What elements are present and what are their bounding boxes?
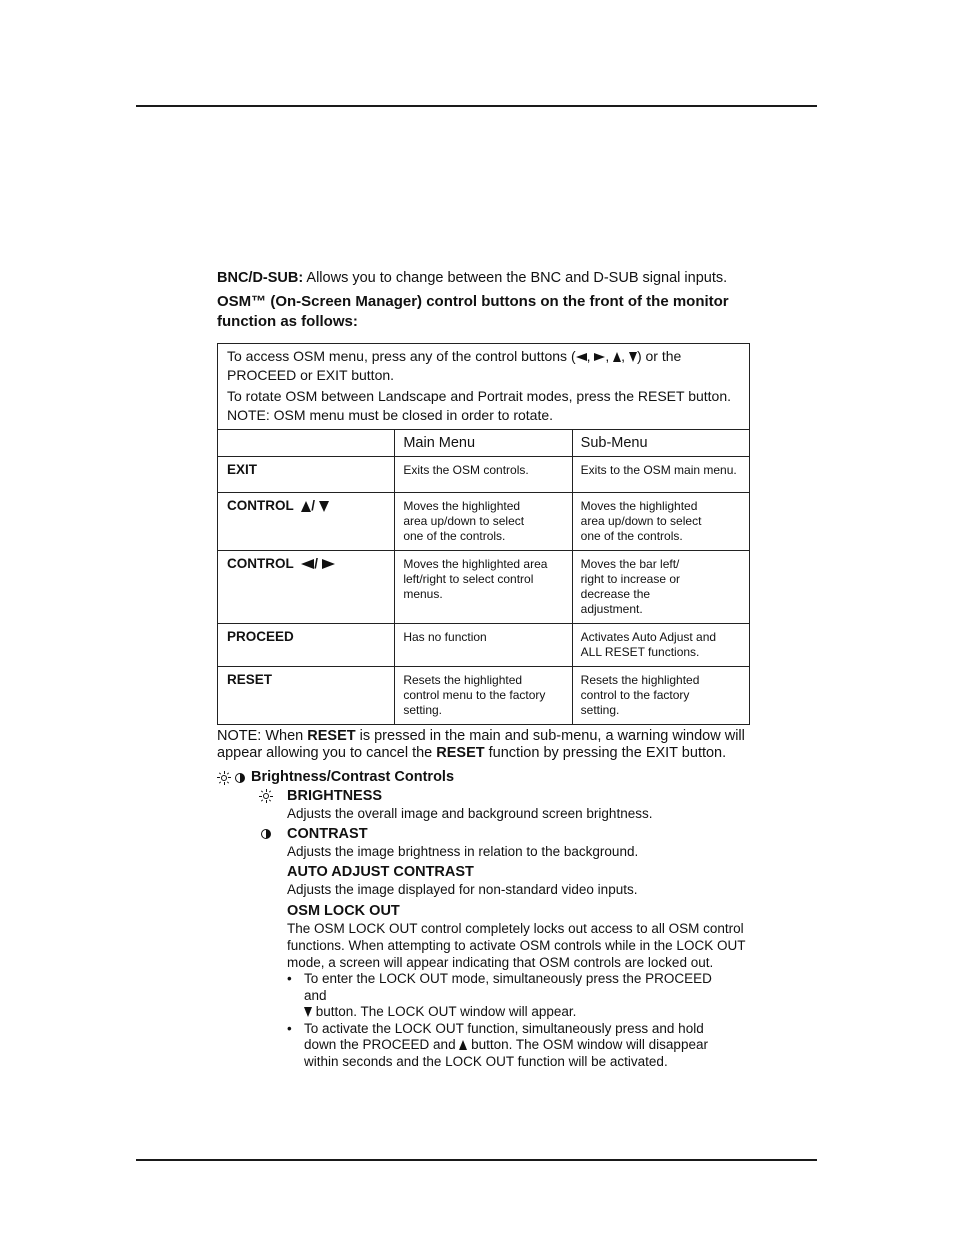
row-label-control-leftright: CONTROL / — [218, 551, 395, 624]
up-arrow-icon — [613, 352, 621, 362]
contrast-icon — [235, 773, 245, 783]
row-sub-desc: Resets the highlighted control to the factory setting. — [572, 667, 749, 725]
list-item — [287, 787, 750, 822]
table-row — [218, 667, 750, 725]
row-sub-desc: Activates Auto Adjust and ALL RESET functions. — [572, 624, 749, 667]
list-item: • To activate the LOCK OUT function, simultaneously press and hold down the PROCEED and button. The OSM window will disappear within seconds and the LOCK OUT function will be activated. — [287, 1021, 737, 1071]
row-label-reset: RESET — [218, 667, 395, 725]
intro-line-1: To access OSM menu, press any of the control buttons ( , , , ) or the PROCEED or EXIT button. — [227, 348, 682, 383]
row-main-desc: Exits the OSM controls. — [395, 457, 572, 493]
bnc-text: Allows you to change between the BNC and D-SUB signal inputs. — [303, 270, 728, 286]
right-arrow-icon — [594, 353, 605, 361]
osm-lock-out-title: OSM LOCK OUT — [287, 903, 400, 919]
table-row — [218, 624, 750, 667]
left-arrow-icon — [576, 353, 587, 361]
row-main-desc: Resets the highlighted control menu to the factory setting. — [395, 667, 572, 725]
reset-note: NOTE: When RESET is pressed in the main and sub-menu, a warning window will appear allowing you to cancel the RESET function by pressing the EXIT button. — [217, 728, 745, 761]
up-arrow-icon — [301, 501, 311, 512]
left-arrow-icon — [301, 559, 314, 569]
page-content — [217, 268, 750, 1070]
top-rule — [136, 105, 817, 107]
contrast-desc: Adjusts the image brightness in relation to the background. — [287, 844, 639, 859]
table-row — [218, 493, 750, 551]
header-sub-menu: Sub-Menu — [572, 430, 749, 457]
list-item — [287, 825, 750, 860]
bottom-rule — [136, 1159, 817, 1161]
row-main-desc: Moves the highlighted area up/down to select one of the controls. — [395, 493, 572, 551]
osm-lock-out-desc: The OSM LOCK OUT control completely locks out access to all OSM control functions. When attempting to activate OSM controls while in the LOCK OUT mode, a screen will appear indicating that OSM controls are locked out. — [287, 921, 746, 970]
table-intro — [218, 344, 750, 430]
auto-adjust-contrast-title: AUTO ADJUST CONTRAST — [287, 864, 474, 880]
header-blank — [218, 430, 395, 457]
lock-out-bullets — [287, 971, 737, 1070]
osm-heading: OSM™ (On-Screen Manager) control buttons on the front of the monitor function as follows: — [217, 293, 729, 330]
table-row — [218, 551, 750, 624]
row-sub-desc: Moves the highlighted area up/down to select one of the controls. — [572, 493, 749, 551]
list-item: • To enter the LOCK OUT mode, simultaneously press the PROCEED and button. The LOCK OUT window will appear. — [287, 971, 737, 1021]
sun-icon — [217, 771, 231, 785]
right-arrow-icon — [322, 559, 335, 569]
list-item — [287, 902, 750, 1070]
brightness-contrast-list — [287, 787, 750, 1070]
row-sub-desc: Moves the bar left/ right to increase or decrease the adjustment. — [572, 551, 749, 624]
header-main-menu: Main Menu — [395, 430, 572, 457]
row-label-control-updown: CONTROL / — [218, 493, 395, 551]
auto-adjust-contrast-desc: Adjusts the image displayed for non-standard video inputs. — [287, 882, 638, 897]
brightness-title: BRIGHTNESS — [287, 788, 383, 804]
row-main-desc: Moves the highlighted area left/right to select control menus. — [395, 551, 572, 624]
down-arrow-icon — [319, 501, 329, 512]
row-main-desc: Has no function — [395, 624, 572, 667]
down-arrow-icon — [629, 352, 637, 362]
intro-line-2: To rotate OSM between Landscape and Portrait modes, press the RESET button. — [227, 388, 732, 404]
intro-line-3: NOTE: OSM menu must be closed in order to rotate. — [227, 407, 554, 423]
section-title-text: Brightness/Contrast Controls — [251, 769, 455, 785]
list-item — [287, 863, 750, 898]
contrast-icon — [261, 829, 271, 839]
bnc-label: BNC/D-SUB: — [217, 270, 304, 286]
sun-icon — [259, 789, 273, 803]
bnc-dsub-paragraph — [217, 268, 750, 288]
row-label-exit: EXIT — [218, 457, 395, 493]
row-label-proceed: PROCEED — [218, 624, 395, 667]
down-arrow-icon — [304, 1007, 312, 1017]
osm-controls-table — [217, 343, 750, 725]
table-header-row — [218, 430, 750, 457]
brightness-desc: Adjusts the overall image and background screen brightness. — [287, 806, 653, 821]
contrast-title: CONTRAST — [287, 826, 368, 842]
table-row — [218, 457, 750, 493]
row-sub-desc: Exits to the OSM main menu. — [572, 457, 749, 493]
section-title — [217, 768, 750, 787]
